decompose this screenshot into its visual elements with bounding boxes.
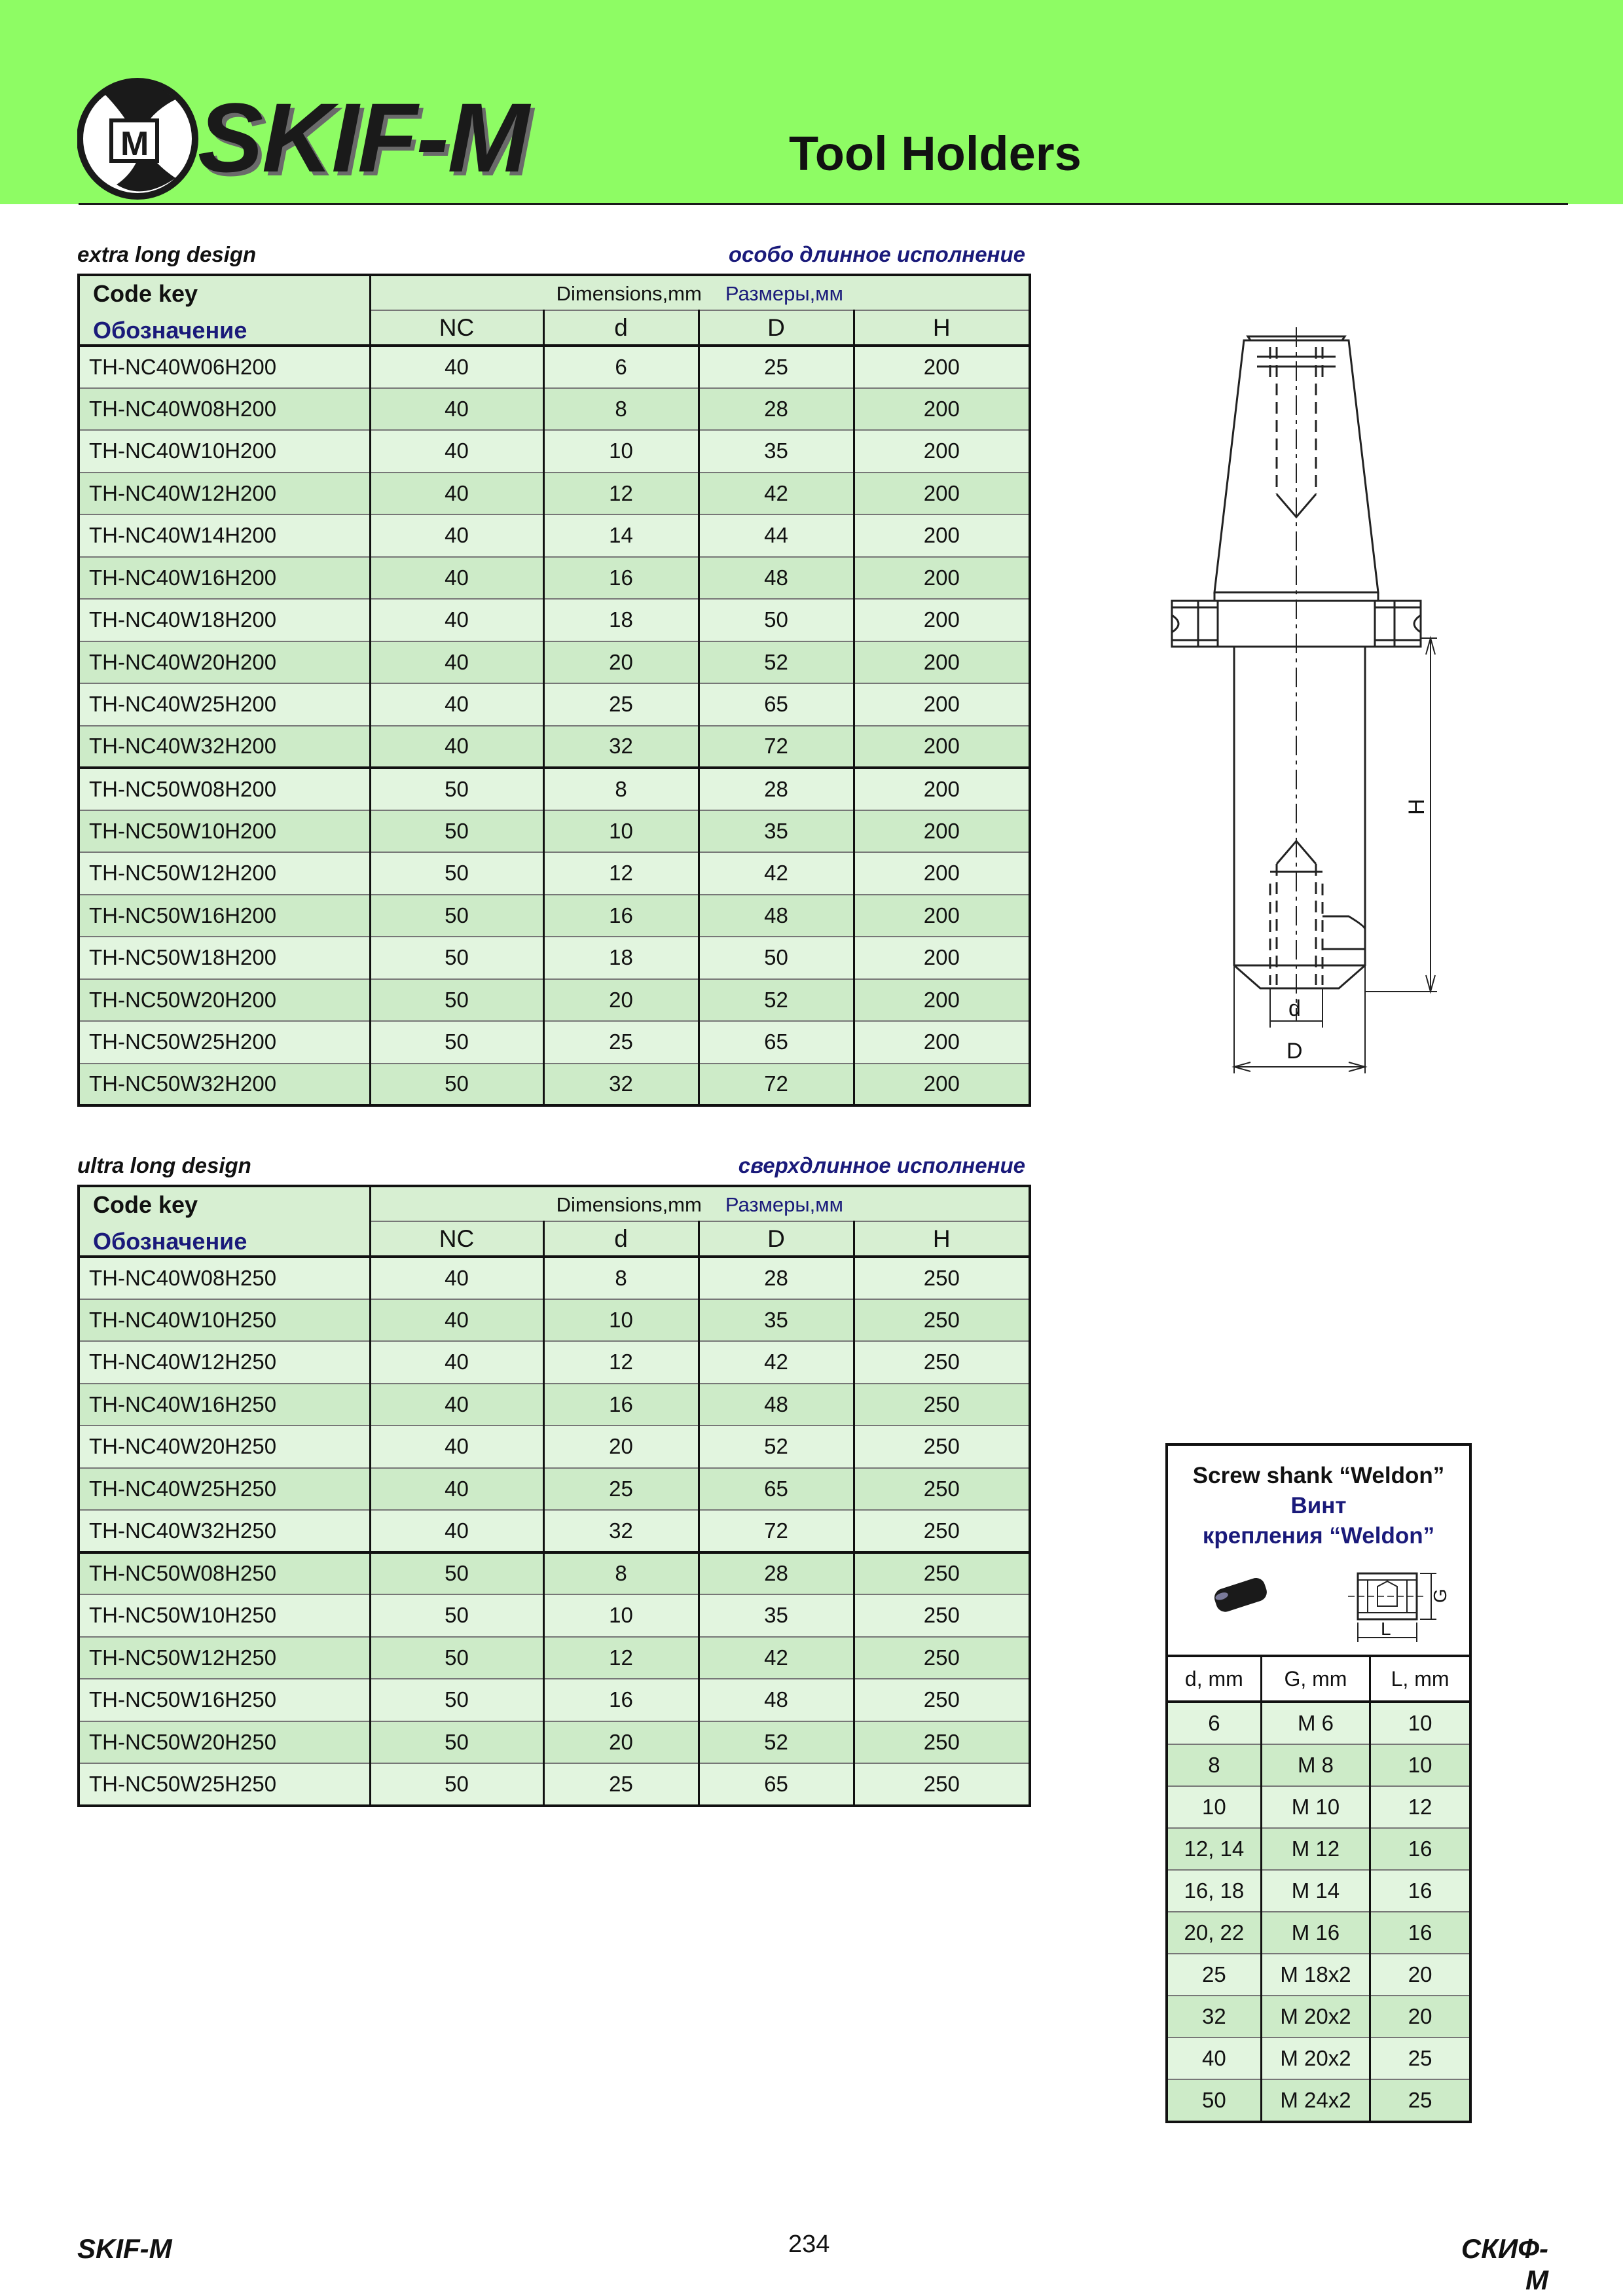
d-cell: 32 bbox=[543, 1510, 699, 1552]
big-d-cell: 42 bbox=[699, 852, 854, 895]
label-g: G bbox=[1430, 1588, 1450, 1603]
weldon-d-cell: 8 bbox=[1167, 1744, 1261, 1786]
footer-brand-ru: СКИФ-М bbox=[1461, 2233, 1548, 2295]
weldon-l-cell: 10 bbox=[1370, 1744, 1470, 1786]
big-d-cell: 48 bbox=[699, 895, 854, 937]
table-row bbox=[79, 979, 1030, 1022]
nc-cell: 50 bbox=[370, 1064, 543, 1106]
weldon-col-g: G, mm bbox=[1261, 1656, 1370, 1702]
weldon-l-cell: 25 bbox=[1370, 2079, 1470, 2122]
nc-cell: 50 bbox=[370, 1763, 543, 1806]
page-title: Tool Holders bbox=[789, 126, 1082, 181]
col-header-nc: NC bbox=[370, 310, 543, 346]
code-key-cell: TH-NC40W10H250 bbox=[79, 1299, 370, 1342]
weldon-l-cell: 16 bbox=[1370, 1912, 1470, 1954]
nc-cell: 40 bbox=[370, 1257, 543, 1299]
big-d-cell: 42 bbox=[699, 473, 854, 515]
weldon-d-cell: 16, 18 bbox=[1167, 1870, 1261, 1912]
code-key-cell: TH-NC40W32H250 bbox=[79, 1510, 370, 1552]
nc-cell: 40 bbox=[370, 1384, 543, 1426]
big-d-cell: 35 bbox=[699, 1299, 854, 1342]
d-cell: 18 bbox=[543, 599, 699, 641]
code-key-cell: TH-NC50W20H200 bbox=[79, 979, 370, 1022]
col-header-D: D bbox=[699, 1221, 854, 1257]
h-cell: 250 bbox=[854, 1594, 1030, 1637]
nc-cell: 40 bbox=[370, 1510, 543, 1552]
h-cell: 250 bbox=[854, 1763, 1030, 1806]
d-cell: 10 bbox=[543, 810, 699, 853]
h-cell: 200 bbox=[854, 641, 1030, 684]
weldon-d-cell: 25 bbox=[1167, 1954, 1261, 1996]
nc-cell: 50 bbox=[370, 810, 543, 853]
nc-cell: 50 bbox=[370, 768, 543, 810]
nc-cell: 40 bbox=[370, 726, 543, 768]
table-row bbox=[1167, 1954, 1470, 1996]
code-key-label: Code key bbox=[93, 280, 198, 307]
table-row bbox=[79, 1763, 1030, 1806]
big-d-cell: 52 bbox=[699, 1721, 854, 1764]
table-row bbox=[79, 1341, 1030, 1384]
ultra-title-ru: сверхдлинное исполнение bbox=[738, 1153, 1025, 1177]
d-cell: 10 bbox=[543, 1594, 699, 1637]
weldon-d-cell: 12, 14 bbox=[1167, 1828, 1261, 1870]
table-row bbox=[1167, 1996, 1470, 2037]
code-key-cell: TH-NC50W32H200 bbox=[79, 1064, 370, 1106]
h-cell: 250 bbox=[854, 1552, 1030, 1595]
nc-cell: 50 bbox=[370, 1021, 543, 1064]
big-d-cell: 65 bbox=[699, 683, 854, 726]
nc-cell: 50 bbox=[370, 1594, 543, 1637]
d-cell: 10 bbox=[543, 430, 699, 473]
weldon-title-en: Screw shank “Weldon” bbox=[1192, 1463, 1445, 1488]
table-row bbox=[1167, 1912, 1470, 1954]
nc-cell: 40 bbox=[370, 388, 543, 431]
h-cell: 200 bbox=[854, 514, 1030, 557]
d-cell: 25 bbox=[543, 1763, 699, 1806]
big-d-cell: 42 bbox=[699, 1341, 854, 1384]
d-cell: 8 bbox=[543, 1552, 699, 1595]
big-d-cell: 65 bbox=[699, 1021, 854, 1064]
table-row bbox=[79, 346, 1030, 388]
big-d-cell: 65 bbox=[699, 1468, 854, 1511]
ultra-title-en: ultra long design bbox=[77, 1153, 251, 1177]
table-row bbox=[79, 430, 1030, 473]
nc-cell: 40 bbox=[370, 683, 543, 726]
weldon-g-cell: M 20x2 bbox=[1261, 1996, 1370, 2037]
d-cell: 16 bbox=[543, 1384, 699, 1426]
h-cell: 200 bbox=[854, 683, 1030, 726]
d-cell: 25 bbox=[543, 683, 699, 726]
table-row bbox=[1167, 1828, 1470, 1870]
h-cell: 200 bbox=[854, 726, 1030, 768]
big-d-cell: 35 bbox=[699, 430, 854, 473]
code-key-cell: TH-NC40W25H250 bbox=[79, 1468, 370, 1511]
tool-holder-drawing bbox=[1152, 327, 1453, 1086]
big-d-cell: 28 bbox=[699, 388, 854, 431]
table-row bbox=[79, 599, 1030, 641]
code-key-cell: TH-NC40W32H200 bbox=[79, 726, 370, 768]
nc-cell: 40 bbox=[370, 599, 543, 641]
d-cell: 8 bbox=[543, 1257, 699, 1299]
weldon-title-ru-1: Винт bbox=[1290, 1493, 1347, 1518]
oboznachenie-label: Обозначение bbox=[93, 317, 247, 344]
big-d-cell: 50 bbox=[699, 937, 854, 979]
big-d-cell: 72 bbox=[699, 1510, 854, 1552]
col-header-h: H bbox=[854, 310, 1030, 346]
h-cell: 250 bbox=[854, 1637, 1030, 1679]
d-cell: 6 bbox=[543, 346, 699, 388]
weldon-d-cell: 32 bbox=[1167, 1996, 1261, 2037]
h-cell: 200 bbox=[854, 1064, 1030, 1106]
big-d-cell: 52 bbox=[699, 641, 854, 684]
table-row bbox=[79, 1299, 1030, 1342]
big-d-cell: 42 bbox=[699, 1637, 854, 1679]
table-row bbox=[79, 852, 1030, 895]
code-key-cell: TH-NC50W08H250 bbox=[79, 1552, 370, 1595]
col-header-h: H bbox=[854, 1221, 1030, 1257]
weldon-d-cell: 40 bbox=[1167, 2037, 1261, 2079]
d-cell: 12 bbox=[543, 1637, 699, 1679]
code-key-cell: TH-NC40W06H200 bbox=[79, 346, 370, 388]
d-cell: 25 bbox=[543, 1468, 699, 1511]
weldon-g-cell: M 20x2 bbox=[1261, 2037, 1370, 2079]
h-cell: 250 bbox=[854, 1384, 1030, 1426]
weldon-g-cell: M 10 bbox=[1261, 1786, 1370, 1828]
table-row bbox=[79, 1721, 1030, 1764]
big-d-cell: 65 bbox=[699, 1763, 854, 1806]
big-d-cell: 52 bbox=[699, 1426, 854, 1468]
h-cell: 200 bbox=[854, 473, 1030, 515]
table-row bbox=[1167, 2079, 1470, 2122]
weldon-box bbox=[1165, 1443, 1472, 1659]
big-d-cell: 25 bbox=[699, 346, 854, 388]
code-key-cell: TH-NC40W20H200 bbox=[79, 641, 370, 684]
code-key-cell: TH-NC50W25H200 bbox=[79, 1021, 370, 1064]
big-d-cell: 48 bbox=[699, 1679, 854, 1721]
h-cell: 250 bbox=[854, 1679, 1030, 1721]
weldon-g-cell: M 12 bbox=[1261, 1828, 1370, 1870]
brand-name: SKIF-M bbox=[198, 82, 528, 192]
big-d-cell: 28 bbox=[699, 768, 854, 810]
dimensions-en: Dimensions,mm bbox=[556, 281, 702, 305]
table-row bbox=[79, 1510, 1030, 1552]
h-cell: 200 bbox=[854, 852, 1030, 895]
nc-cell: 50 bbox=[370, 1679, 543, 1721]
code-key-cell: TH-NC50W10H250 bbox=[79, 1594, 370, 1637]
weldon-g-cell: M 24x2 bbox=[1261, 2079, 1370, 2122]
nc-cell: 40 bbox=[370, 641, 543, 684]
code-key-cell: TH-NC40W12H250 bbox=[79, 1341, 370, 1384]
h-cell: 200 bbox=[854, 430, 1030, 473]
d-cell: 14 bbox=[543, 514, 699, 557]
weldon-g-cell: M 18x2 bbox=[1261, 1954, 1370, 1996]
logo-letter: M bbox=[120, 125, 149, 163]
table-row bbox=[79, 1468, 1030, 1511]
nc-cell: 40 bbox=[370, 557, 543, 600]
code-key-cell: TH-NC40W14H200 bbox=[79, 514, 370, 557]
weldon-l-cell: 20 bbox=[1370, 1954, 1470, 1996]
code-key-cell: TH-NC40W08H250 bbox=[79, 1257, 370, 1299]
nc-cell: 40 bbox=[370, 1426, 543, 1468]
col-header-d: d bbox=[543, 1221, 699, 1257]
h-cell: 250 bbox=[854, 1721, 1030, 1764]
h-cell: 200 bbox=[854, 388, 1030, 431]
h-cell: 200 bbox=[854, 1021, 1030, 1064]
h-cell: 250 bbox=[854, 1510, 1030, 1552]
code-key-cell: TH-NC40W12H200 bbox=[79, 473, 370, 515]
code-key-header bbox=[79, 275, 370, 346]
nc-cell: 50 bbox=[370, 895, 543, 937]
code-key-cell: TH-NC50W16H250 bbox=[79, 1679, 370, 1721]
extra-title-ru: особо длинное исполнение bbox=[728, 242, 1025, 266]
code-key-cell: TH-NC50W25H250 bbox=[79, 1763, 370, 1806]
d-cell: 12 bbox=[543, 473, 699, 515]
label-small-d: d bbox=[1288, 996, 1301, 1021]
d-cell: 8 bbox=[543, 388, 699, 431]
d-cell: 20 bbox=[543, 1721, 699, 1764]
nc-cell: 40 bbox=[370, 346, 543, 388]
d-cell: 16 bbox=[543, 895, 699, 937]
table-row bbox=[79, 1594, 1030, 1637]
table-row bbox=[79, 768, 1030, 810]
table-row bbox=[1167, 1870, 1470, 1912]
code-key-cell: TH-NC50W12H200 bbox=[79, 852, 370, 895]
nc-cell: 50 bbox=[370, 852, 543, 895]
table-row bbox=[79, 1021, 1030, 1064]
h-cell: 250 bbox=[854, 1468, 1030, 1511]
label-h: H bbox=[1404, 798, 1429, 815]
h-cell: 200 bbox=[854, 768, 1030, 810]
code-key-cell: TH-NC50W20H250 bbox=[79, 1721, 370, 1764]
weldon-title-ru-2: крепления “Weldon” bbox=[1202, 1523, 1435, 1549]
weldon-screw-illustration bbox=[1194, 1554, 1456, 1652]
table-row bbox=[79, 641, 1030, 684]
ultra-long-table bbox=[77, 1185, 1031, 1807]
code-key-label: Code key bbox=[93, 1191, 198, 1218]
big-d-cell: 52 bbox=[699, 979, 854, 1022]
weldon-col-d: d, mm bbox=[1167, 1656, 1261, 1702]
nc-cell: 50 bbox=[370, 1637, 543, 1679]
dimensions-header bbox=[370, 275, 1030, 310]
code-key-cell: TH-NC50W10H200 bbox=[79, 810, 370, 853]
nc-cell: 40 bbox=[370, 514, 543, 557]
nc-cell: 50 bbox=[370, 1552, 543, 1595]
table-row bbox=[79, 1426, 1030, 1468]
h-cell: 200 bbox=[854, 979, 1030, 1022]
table-row bbox=[79, 1679, 1030, 1721]
big-d-cell: 44 bbox=[699, 514, 854, 557]
nc-cell: 40 bbox=[370, 1299, 543, 1342]
d-cell: 16 bbox=[543, 1679, 699, 1721]
weldon-l-cell: 16 bbox=[1370, 1828, 1470, 1870]
table-row bbox=[79, 683, 1030, 726]
weldon-l-cell: 25 bbox=[1370, 2037, 1470, 2079]
code-key-cell: TH-NC40W18H200 bbox=[79, 599, 370, 641]
table-row bbox=[79, 1637, 1030, 1679]
table-row bbox=[79, 1064, 1030, 1106]
dimensions-ru: Размеры,мм bbox=[725, 1193, 843, 1216]
d-cell: 25 bbox=[543, 1021, 699, 1064]
d-cell: 12 bbox=[543, 1341, 699, 1384]
h-cell: 250 bbox=[854, 1341, 1030, 1384]
code-key-cell: TH-NC40W20H250 bbox=[79, 1426, 370, 1468]
table-row bbox=[79, 388, 1030, 431]
h-cell: 200 bbox=[854, 557, 1030, 600]
weldon-table bbox=[1165, 1655, 1472, 2123]
weldon-d-cell: 10 bbox=[1167, 1786, 1261, 1828]
big-d-cell: 28 bbox=[699, 1552, 854, 1595]
weldon-g-cell: M 8 bbox=[1261, 1744, 1370, 1786]
nc-cell: 40 bbox=[370, 1468, 543, 1511]
col-header-d: d bbox=[543, 310, 699, 346]
weldon-g-cell: M 14 bbox=[1261, 1870, 1370, 1912]
label-big-d: D bbox=[1286, 1039, 1303, 1064]
code-key-cell: TH-NC50W08H200 bbox=[79, 768, 370, 810]
footer-brand-en: SKIF-M bbox=[77, 2233, 172, 2264]
big-d-cell: 72 bbox=[699, 1064, 854, 1106]
col-header-nc: NC bbox=[370, 1221, 543, 1257]
table-row bbox=[79, 557, 1030, 600]
extra-title-en: extra long design bbox=[77, 242, 257, 266]
d-cell: 12 bbox=[543, 852, 699, 895]
table-row bbox=[79, 514, 1030, 557]
nc-cell: 50 bbox=[370, 979, 543, 1022]
d-cell: 32 bbox=[543, 1064, 699, 1106]
weldon-g-cell: M 16 bbox=[1261, 1912, 1370, 1954]
d-cell: 10 bbox=[543, 1299, 699, 1342]
table-row bbox=[79, 473, 1030, 515]
nc-cell: 40 bbox=[370, 430, 543, 473]
code-key-cell: TH-NC40W16H250 bbox=[79, 1384, 370, 1426]
table-row bbox=[1167, 1702, 1470, 1744]
nc-cell: 40 bbox=[370, 473, 543, 515]
d-cell: 16 bbox=[543, 557, 699, 600]
weldon-l-cell: 16 bbox=[1370, 1870, 1470, 1912]
h-cell: 250 bbox=[854, 1299, 1030, 1342]
d-cell: 20 bbox=[543, 979, 699, 1022]
big-d-cell: 28 bbox=[699, 1257, 854, 1299]
col-header-D: D bbox=[699, 310, 854, 346]
nc-cell: 50 bbox=[370, 1721, 543, 1764]
table-row bbox=[79, 895, 1030, 937]
table-row bbox=[79, 1384, 1030, 1426]
table-row bbox=[79, 1552, 1030, 1595]
table-row bbox=[1167, 2037, 1470, 2079]
table-row bbox=[79, 726, 1030, 768]
d-cell: 8 bbox=[543, 768, 699, 810]
d-cell: 20 bbox=[543, 1426, 699, 1468]
weldon-l-cell: 10 bbox=[1370, 1702, 1470, 1744]
big-d-cell: 35 bbox=[699, 1594, 854, 1637]
h-cell: 200 bbox=[854, 937, 1030, 979]
d-cell: 20 bbox=[543, 641, 699, 684]
nc-cell: 50 bbox=[370, 937, 543, 979]
oboznachenie-label: Обозначение bbox=[93, 1228, 247, 1255]
weldon-col-l: L, mm bbox=[1370, 1656, 1470, 1702]
h-cell: 250 bbox=[854, 1426, 1030, 1468]
weldon-d-cell: 20, 22 bbox=[1167, 1912, 1261, 1954]
code-key-cell: TH-NC40W16H200 bbox=[79, 557, 370, 600]
table-row bbox=[1167, 1786, 1470, 1828]
weldon-d-cell: 50 bbox=[1167, 2079, 1261, 2122]
h-cell: 200 bbox=[854, 810, 1030, 853]
page-number: 234 bbox=[788, 2231, 830, 2258]
big-d-cell: 50 bbox=[699, 599, 854, 641]
code-key-cell: TH-NC50W16H200 bbox=[79, 895, 370, 937]
weldon-l-cell: 20 bbox=[1370, 1996, 1470, 2037]
label-l: L bbox=[1381, 1619, 1391, 1639]
dimensions-en: Dimensions,mm bbox=[556, 1193, 702, 1216]
code-key-cell: TH-NC50W12H250 bbox=[79, 1637, 370, 1679]
weldon-l-cell: 12 bbox=[1370, 1786, 1470, 1828]
h-cell: 200 bbox=[854, 895, 1030, 937]
h-cell: 250 bbox=[854, 1257, 1030, 1299]
table-row bbox=[79, 937, 1030, 979]
weldon-d-cell: 6 bbox=[1167, 1702, 1261, 1744]
dimensions-header bbox=[370, 1186, 1030, 1221]
big-d-cell: 72 bbox=[699, 726, 854, 768]
weldon-g-cell: M 6 bbox=[1261, 1702, 1370, 1744]
h-cell: 200 bbox=[854, 346, 1030, 388]
d-cell: 18 bbox=[543, 937, 699, 979]
d-cell: 32 bbox=[543, 726, 699, 768]
table-row bbox=[79, 810, 1030, 853]
code-key-cell: TH-NC40W10H200 bbox=[79, 430, 370, 473]
big-d-cell: 35 bbox=[699, 810, 854, 853]
nc-cell: 40 bbox=[370, 1341, 543, 1384]
big-d-cell: 48 bbox=[699, 1384, 854, 1426]
code-key-header bbox=[79, 1186, 370, 1257]
table-row bbox=[1167, 1744, 1470, 1786]
dimensions-ru: Размеры,мм bbox=[725, 281, 843, 305]
table-row bbox=[79, 1257, 1030, 1299]
code-key-cell: TH-NC50W18H200 bbox=[79, 937, 370, 979]
extra-long-table bbox=[77, 274, 1031, 1107]
big-d-cell: 48 bbox=[699, 557, 854, 600]
h-cell: 200 bbox=[854, 599, 1030, 641]
code-key-cell: TH-NC40W08H200 bbox=[79, 388, 370, 431]
code-key-cell: TH-NC40W25H200 bbox=[79, 683, 370, 726]
